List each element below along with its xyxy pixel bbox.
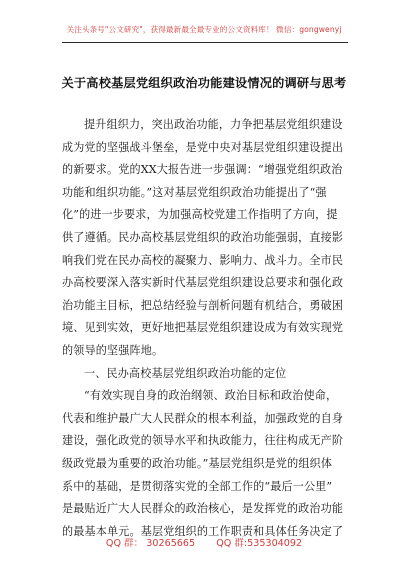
paragraph-line: 的新要求。党的XX大报告进一步强调：“增强党组织政治 xyxy=(62,163,343,177)
paragraph-line: 提升组织力，突出政治功能，力争把基层党组织建设 xyxy=(84,118,343,131)
paragraph-line: 化”的进一步要求，为加强高校党建工作指明了方向，提 xyxy=(62,208,338,222)
paragraph-line: 的领导的坚强阵地。 xyxy=(62,343,164,357)
paragraph-line: 建设，强化政党的领导水平和执政能力，往往构成无产阶 xyxy=(62,434,344,448)
paragraph-line: 功能和组织功能。”这对基层党组织政治功能提出了“强 xyxy=(62,185,327,199)
header-divider xyxy=(62,42,348,43)
paragraph-line: 治功能主目标，把总结经验与剖析问题有机结合，勇破困 xyxy=(62,298,344,312)
paragraph-line: 办高校要深入落实新时代基层党组织建设总要求和强化政 xyxy=(62,276,344,290)
footer-qq-group-2: QQ 群:535304092 xyxy=(216,538,303,549)
paragraph-line: 代表和维护最广大人民群众的根本利益，加强政党的自身 xyxy=(62,411,344,425)
paragraph-line: 成为党的坚强战斗堡垒，是党中央对基层党组织建设提出 xyxy=(62,140,344,154)
paragraph-line: 系中的基础，是贯彻落实党的全部工作的“最后一公里” xyxy=(62,479,333,493)
footer-contact xyxy=(0,535,408,549)
document-title: 关于高校基层党组织政治功能建设情况的调研与思考 xyxy=(61,76,347,90)
document-body xyxy=(62,114,346,543)
header-notice: 关注头条号"公文研究"，获得最新最全最专业的公文资料库！ 微信：gongwenyj xyxy=(66,25,342,34)
footer-qq-group-1: QQ 群： 30265665 xyxy=(105,538,196,549)
paragraph-line: 境、见到实效，更好地把基层党组织建设成为有效实现党 xyxy=(62,321,344,335)
paragraph-line: 响我们党在民办高校的凝聚力、影响力、战斗力。全市民 xyxy=(62,253,344,267)
paragraph-line: 供了遵循。民办高校基层党组织的政治功能强弱，直接影 xyxy=(62,230,344,244)
paragraph-line: 级政党最为重要的政治功能。”基层党组织是党的组织体 xyxy=(62,456,333,470)
paragraph-line: 是最贴近广大人民群众的政治核心，是发挥党的政治功能 xyxy=(62,502,344,516)
paragraph-line: “有效实现自身的政治纲领、政治目标和政治使命， xyxy=(84,389,338,403)
section-heading: 一、民办高校基层党组织政治功能的定位 xyxy=(84,366,287,380)
paragraph-line: 的最基本单元。基层党组织的工作职责和具体任务决定了 xyxy=(62,524,344,538)
